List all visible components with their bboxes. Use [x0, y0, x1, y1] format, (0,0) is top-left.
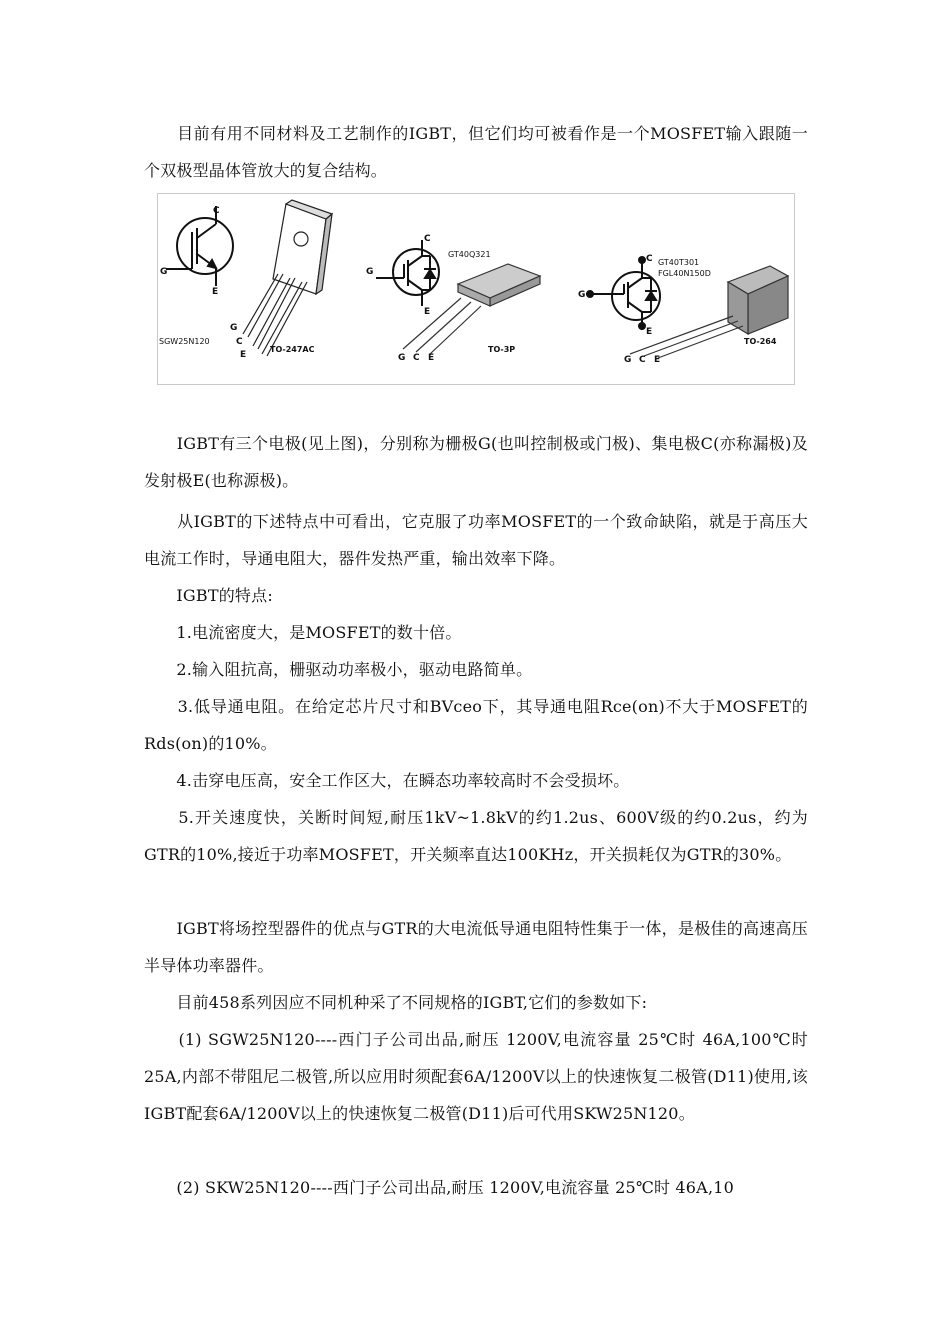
pin-g-label-2b: G	[398, 353, 406, 363]
package-name-2: TO-3P	[488, 345, 516, 354]
paragraph-intro: 目前有用不同材料及工艺制作的IGBT，但它们均可被看作是一个MOSFET输入跟随一个双极型晶体管放大的复合结构。	[144, 124, 808, 180]
part-number-3a: GT40T301	[658, 258, 700, 267]
paragraph-electrodes: IGBT有三个电极(见上图)，分别称为栅极G(也叫控制极或门极)、集电极C(亦称漏极)及发射极E(也称源极)。	[144, 434, 808, 490]
pin-g-label-1b: G	[230, 323, 238, 333]
package-name-1: TO-247AC	[270, 345, 315, 354]
feature-item-5: 5.开关速度快，关断时间短,耐压1kV~1.8kV的约1.2us、600V级的约0.2us，约为GTR的10%,接近于功率MOSFET，开关频率直达100KHz，开关损耗仅为GTR的30%。	[144, 808, 808, 864]
paragraph-models-intro: 目前458系列因应不同机种采了不同规格的IGBT,它们的参数如下:	[144, 993, 648, 1012]
pin-e-label-3b: E	[654, 355, 661, 365]
igbt-symbol-1	[166, 206, 233, 286]
model-item-2: (2) SKW25N120----西门子公司出品,耐压 1200V,电流容量 25℃时 46A,10	[144, 1178, 734, 1197]
pin-e-label-3: E	[646, 327, 653, 337]
model-item-1: (1) SGW25N120----西门子公司出品,耐压 1200V,电流容量 25℃时 46A,100℃时25A,内部不带阻尼二极管,所以应用时须配套6A/1200V以上的快速恢复二极管(D11)使用,该IGBT配套6A/1200V以上的快速恢复二极管(D11)后可代用SKW25N120。	[144, 1030, 808, 1123]
package-name-3: TO-264	[744, 337, 777, 346]
pin-c-label-3: C	[646, 254, 653, 264]
pin-e-label-2b: E	[428, 353, 435, 363]
pin-e-label-2: E	[424, 307, 431, 317]
igbt-symbol-2	[376, 240, 439, 306]
pin-g-label-1: G	[160, 267, 168, 277]
pin-c-label-3b: C	[639, 355, 646, 365]
pin-g-label-3: G	[578, 290, 586, 300]
feature-item-2: 2.输入阻抗高，栅驱动功率极小，驱动电路简单。	[144, 660, 533, 679]
pin-g-label-3b: G	[624, 355, 632, 365]
paragraph-advantage: 从IGBT的下述特点中可看出，它克服了功率MOSFET的一个致命缺陷，就是于高压大电流工作时，导通电阻大，器件发热严重，输出效率下降。	[144, 512, 808, 568]
igbt-symbol-3	[586, 257, 660, 330]
feature-item-3: 3.低导通电阻。在给定芯片尺寸和BVceo下，其导通电阻Rce(on)不大于MOSFET的Rds(on)的10%。	[144, 697, 808, 753]
pin-e-label-1: E	[212, 287, 219, 297]
part-number-1: SGW25N120	[159, 337, 210, 346]
pin-c-label-2: C	[424, 234, 431, 244]
igbt-symbols-diagram	[158, 194, 794, 384]
feature-item-1: 1.电流密度大，是MOSFET的数十倍。	[144, 623, 462, 642]
package-to247ac	[243, 200, 332, 356]
pin-c-label-1: C	[213, 206, 220, 216]
paragraph-features-heading: IGBT的特点:	[144, 586, 273, 605]
paragraph-summary: IGBT将场控型器件的优点与GTR的大电流低导通电阻特性集于一体，是极佳的高速高压半导体功率器件。	[144, 919, 808, 975]
pin-c-label-1b: C	[236, 337, 243, 347]
igbt-package-figure	[157, 193, 795, 385]
pin-c-label-2b: C	[413, 353, 420, 363]
pin-e-label-1b: E	[240, 350, 247, 360]
part-number-2: GT40Q321	[448, 250, 491, 259]
part-number-3b: FGL40N150D	[658, 269, 711, 278]
pin-g-label-2: G	[366, 267, 374, 277]
feature-item-4: 4.击穿电压高，安全工作区大，在瞬态功率较高时不会受损坏。	[144, 771, 630, 790]
